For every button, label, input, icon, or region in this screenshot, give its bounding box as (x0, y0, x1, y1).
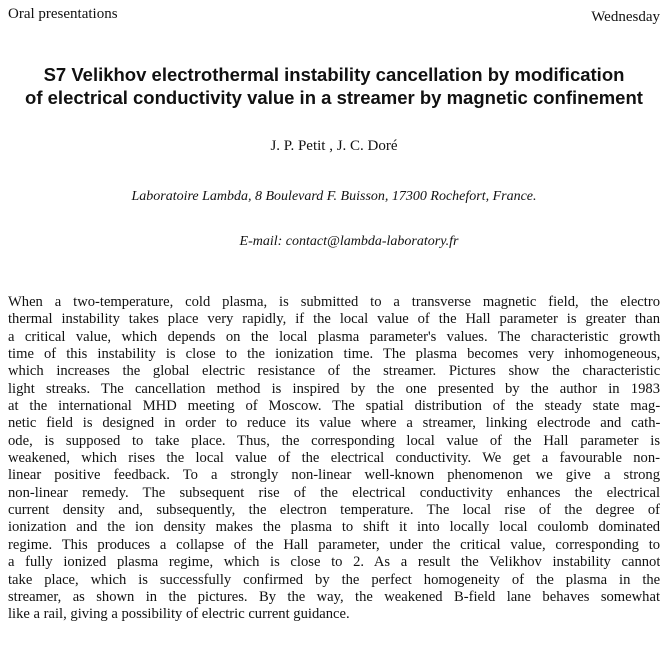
abstract-line: linear positive feedback. To a strongly non-linear well-known phenomenon we give a strong (8, 467, 660, 484)
abstract-line: regime. This produces a collapse of the Hall parameter, under the critical value, corresponding to (8, 536, 660, 553)
abstract-line: take place, which is successfully confirmed by the perfect homogeneity of the plasma in the (8, 571, 660, 588)
abstract-line: thermal instability takes place very rapidly, if the local value of the Hall parameter is greater than (8, 311, 660, 328)
abstract (8, 294, 660, 624)
day-header: Wednesday (591, 9, 660, 25)
abstract-line: non-linear remedy. The subsequent rise of the electrical conductivity enhances the electrical (8, 484, 660, 501)
abstract-line: at the international MHD meeting of Moscow. The spatial distribution of the steady state mag- (8, 398, 660, 415)
abstract-line: like a rail, giving a possibility of electric current guidance. (8, 606, 350, 623)
abstract-line: light streaks. The cancellation method is inspired by the one presented by the author in 1983 (8, 380, 660, 397)
paper-title (0, 63, 668, 109)
abstract-line: netic field is designed in order to reduce its value where a streamer, linking electrode and cath- (8, 415, 660, 432)
abstract-line: When a two-temperature, cold plasma, is submitted to a transverse magnetic field, the electro (8, 294, 660, 310)
abstract-line: a critical value, which depends on the local plasma parameter's values. The characteristic growth (8, 328, 660, 345)
abstract-line: which increases the global electric resistance of the streamer. Pictures show the characteristic (8, 363, 660, 380)
authors: J. P. Petit , J. C. Doré (270, 138, 398, 154)
abstract-line: weakened, which rises the local value of the electrical conductivity. We get a favourable non- (8, 450, 660, 467)
abstract-line: time of this instability is close to the ionization time. The plasma becomes very inhomogeneous, (8, 346, 660, 363)
title-line: S7 Velikhov electrothermal instability cancellation by modification (43, 64, 625, 85)
abstract-line: streamer, as shown in the pictures. By the way, the weakened B-field lane behaves somewhat (8, 588, 660, 605)
abstract-line: a fully ionized plasma regime, which is close to 2. As a result the Velikhov instability cannot (8, 554, 660, 571)
section-header: Oral presentations (8, 6, 118, 22)
abstract-line: ionization and the ion density makes the plasma to shift it into locally local coulomb dominated (8, 519, 660, 536)
abstract-line: current density and, subsequently, the electron temperature. The local rise of the degree of (8, 502, 660, 519)
title-line: of electrical conductivity value in a streamer by magnetic confinement (25, 87, 643, 108)
affiliation: Laboratoire Lambda, 8 Boulevard F. Buisson, 17300 Rochefort, France. (131, 189, 537, 204)
abstract-line: ode, is supposed to take place. Thus, the corresponding local value of the Hall parameter is (8, 432, 660, 449)
email: E-mail: contact@lambda-laboratory.fr (239, 234, 459, 249)
